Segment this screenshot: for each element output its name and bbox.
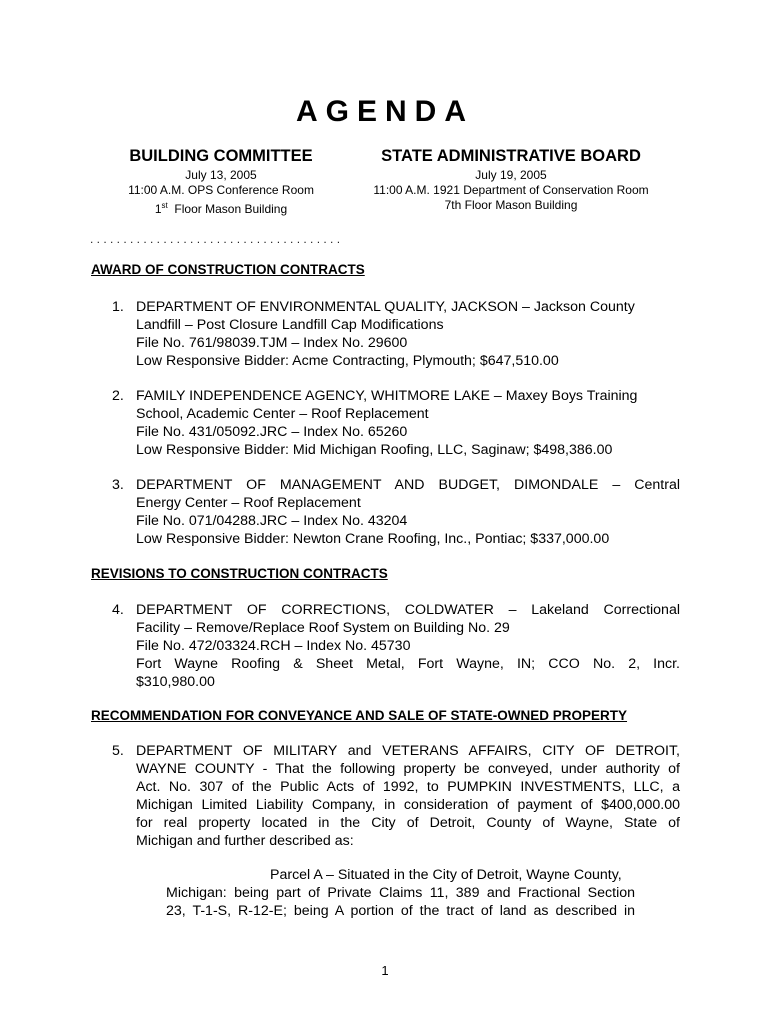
item-number: 4. (112, 602, 124, 618)
item-line: for real property located in the City of Detroit, County of Wayne, State of (136, 815, 680, 831)
building-committee-block (96, 147, 346, 217)
item-line: Michigan Limited Liability Company, in consideration of payment of $400,000.00 (136, 797, 680, 813)
item-number: 5. (112, 743, 124, 759)
item-line: DEPARTMENT OF ENVIRONMENTAL QUALITY, JACKSON – Jackson County (136, 299, 635, 315)
item-line: Landfill – Post Closure Landfill Cap Modifications (136, 317, 444, 333)
floor-superscript: st (161, 201, 168, 210)
section-revisions-heading: REVISIONS TO CONSTRUCTION CONTRACTS (91, 566, 388, 581)
floor-rest: Floor Mason Building (174, 202, 288, 216)
section-award-heading: AWARD OF CONSTRUCTION CONTRACTS (91, 262, 365, 277)
item-line: File No. 761/98039.TJM – Index No. 29600 (136, 335, 408, 351)
item-line: Fort Wayne Roofing & Sheet Metal, Fort Wayne, IN; CCO No. 2, Incr. (136, 656, 680, 672)
building-committee-time-place: 11:00 A.M. OPS Conference Room (128, 183, 314, 197)
item-line: Act. No. 307 of the Public Acts of 1992, to PUMPKIN INVESTMENTS, LLC, a (136, 779, 680, 795)
parcel-line: Michigan: being part of Private Claims 11, 389 and Fractional Section (166, 885, 635, 901)
item-line: DEPARTMENT OF CORRECTIONS, COLDWATER – Lakeland Correctional (136, 602, 680, 618)
state-admin-board-heading: STATE ADMINISTRATIVE BOARD (381, 147, 641, 165)
item-line: DEPARTMENT OF MANAGEMENT AND BUDGET, DIMONDALE – Central (136, 477, 680, 493)
agenda-item-3 (112, 476, 680, 548)
item-number: 3. (112, 477, 124, 493)
item-line: DEPARTMENT OF MILITARY and VETERANS AFFAIRS, CITY OF DETROIT, (136, 743, 680, 759)
item-line: $310,980.00 (136, 674, 215, 690)
agenda-item-1 (112, 298, 680, 370)
item-line: Michigan and further described as: (136, 833, 354, 849)
item-number: 2. (112, 388, 124, 404)
item-line: File No. 431/05092.JRC – Index No. 65260 (136, 424, 408, 440)
building-committee-heading: BUILDING COMMITTEE (129, 147, 313, 165)
parcel-line: 23, T-1-S, R-12-E; being A portion of the tract of land as described in (166, 903, 635, 919)
section-recommendation-heading: RECOMMENDATION FOR CONVEYANCE AND SALE OF STATE-OWNED PROPERTY (91, 708, 628, 723)
parcel-line: Parcel A – Situated in the City of Detroit, Wayne County, (270, 867, 622, 883)
state-admin-board-floor: 7th Floor Mason Building (444, 198, 578, 212)
parcel-description (166, 866, 635, 920)
item-line: School, Academic Center – Roof Replacement (136, 406, 429, 422)
state-admin-board-block (356, 147, 666, 213)
item-line: WAYNE COUNTY - That the following property be conveyed, under authority of (136, 761, 680, 777)
page-number: 1 (381, 963, 389, 978)
item-line: Low Responsive Bidder: Newton Crane Roofing, Inc., Pontiac; $337,000.00 (136, 531, 610, 547)
state-admin-board-date: July 19, 2005 (475, 168, 547, 182)
agenda-item-5 (112, 742, 680, 850)
agenda-item-2 (112, 387, 680, 459)
dotted-divider: . . . . . . . . . . . . . . . . . . . . . . . . . . . . . . . . . . . . . . (90, 232, 341, 246)
item-line: File No. 071/04288.JRC – Index No. 43204 (136, 513, 408, 529)
item-line: Energy Center – Roof Replacement (136, 495, 361, 511)
floor-number: 1 (154, 202, 162, 216)
item-line: Low Responsive Bidder: Acme Contracting, Plymouth; $647,510.00 (136, 353, 559, 369)
item-number: 1. (112, 299, 124, 315)
state-admin-board-time-place: 11:00 A.M. 1921 Department of Conservation Room (373, 183, 649, 197)
building-committee-floor (96, 198, 346, 217)
item-line: Facility – Remove/Replace Roof System on Building No. 29 (136, 620, 510, 636)
item-line: File No. 472/03324.RCH – Index No. 45730 (136, 638, 411, 654)
item-line: FAMILY INDEPENDENCE AGENCY, WHITMORE LAKE – Maxey Boys Training (136, 388, 638, 404)
building-committee-date: July 13, 2005 (185, 168, 257, 182)
page-title: AGENDA (295, 95, 474, 128)
agenda-item-4 (112, 601, 680, 691)
item-line: Low Responsive Bidder: Mid Michigan Roofing, LLC, Saginaw; $498,386.00 (136, 442, 613, 458)
